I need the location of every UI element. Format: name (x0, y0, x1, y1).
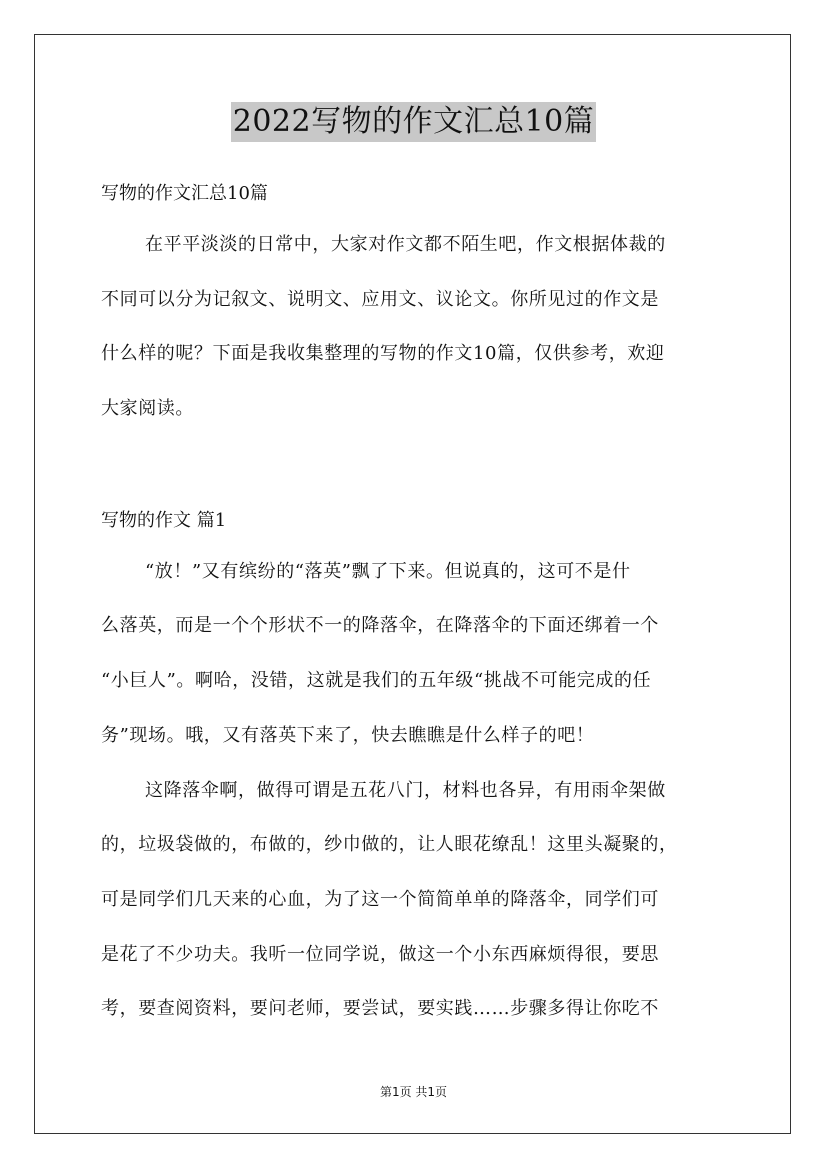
text-line: 考，要查阅资料，要问老师，要尝试，要实践……步骤多得让你吃不 (101, 998, 659, 1020)
section-heading: 写物的作文 篇1 (101, 509, 227, 531)
text-line: “放！”又有缤纷的“落英”飘了下来。但说真的，这可不是什 (145, 560, 631, 582)
page-footer: 第1页 共1页 (379, 1085, 448, 1099)
text-line: 在平平淡淡的日常中，大家对作文都不陌生吧，作文根据体裁的 (145, 234, 666, 255)
text-line: 这降落伞啊，做得可谓是五花八门，材料也各异，有用雨伞架做 (145, 779, 666, 801)
document-body (101, 170, 729, 1037)
paragraph-1 (101, 545, 729, 764)
document-title: 2022写物的作文汇总10篇 (231, 102, 597, 142)
intro-paragraph (101, 218, 729, 437)
paragraph-2 (101, 764, 729, 1037)
text-line: 的，垃圾袋做的，布做的，纱巾做的，让人眼花缭乱！这里头凝聚的， (101, 834, 678, 856)
document-subtitle: 写物的作文汇总10篇 (101, 183, 268, 204)
text-line: 么落英，而是一个个形状不一的降落伞，在降落伞的下面还绑着一个 (101, 615, 659, 637)
text-line: 务”现场。哦，又有落英下来了，快去瞧瞧是什么样子的吧！ (101, 724, 595, 746)
text-line: 不同可以分为记叙文、说明文、应用文、议论文。你所见过的作文是 (101, 288, 659, 310)
text-line: 大家阅读。 (101, 398, 194, 420)
title-container (0, 102, 827, 142)
text-line: 是花了不少功夫。我听一位同学说，做这一个小东西麻烦得很，要思 (101, 943, 659, 965)
text-line: “小巨人”。啊哈，没错，这就是我们的五年级“挑战不可能完成的任 (101, 670, 652, 692)
spacer (101, 437, 729, 497)
text-line: 什么样的呢？下面是我收集整理的写物的作文10篇，仅供参考，欢迎 (101, 343, 665, 365)
text-line: 可是同学们几天来的心血，为了这一个简简单单的降落伞，同学们可 (101, 888, 659, 910)
